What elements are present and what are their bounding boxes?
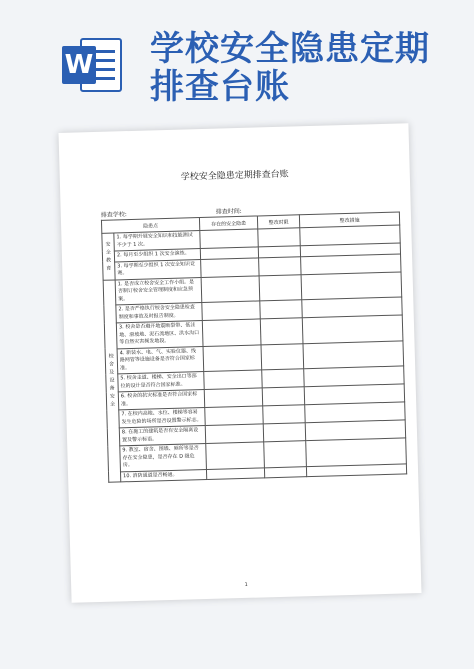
- column-header: 隐患点: [101, 218, 199, 234]
- empty-entry-cell[interactable]: [303, 340, 404, 368]
- empty-entry-cell[interactable]: [201, 275, 260, 302]
- empty-entry-cell[interactable]: [262, 387, 304, 406]
- empty-entry-cell[interactable]: [206, 442, 265, 469]
- time-label: 排查时间:: [215, 207, 242, 216]
- word-document-icon: [62, 34, 124, 96]
- empty-entry-cell[interactable]: [206, 467, 264, 479]
- school-label: 排查学校:: [100, 211, 127, 219]
- empty-entry-cell[interactable]: [204, 370, 262, 390]
- hazard-item-cell: 3. 校舍是否避开地震断裂带、低洼地、滑坡地、泥石流地区、洪水沟口等自然灾害频发地段。: [116, 321, 203, 349]
- empty-entry-cell[interactable]: [301, 271, 402, 299]
- empty-entry-cell[interactable]: [264, 441, 307, 468]
- empty-entry-cell[interactable]: [302, 315, 403, 343]
- empty-entry-cell[interactable]: [259, 274, 302, 301]
- column-header: 整改时限: [257, 215, 299, 229]
- empty-entry-cell[interactable]: [204, 388, 262, 408]
- hazard-item-cell: 2. 是否严格执行校舍安全隐患检查制度和事故及时报告制度。: [116, 303, 202, 323]
- hazard-item-cell: 3. 每学期至少组织 1 次安全知识竞赛。: [115, 259, 201, 279]
- category-cell: 安 全 教 育: [102, 233, 115, 280]
- empty-entry-cell[interactable]: [203, 344, 262, 371]
- empty-entry-cell[interactable]: [261, 343, 304, 370]
- empty-entry-cell[interactable]: [263, 423, 305, 442]
- banner-title-line1: 学校安全隐患定期: [150, 29, 430, 69]
- empty-entry-cell[interactable]: [202, 319, 261, 346]
- page-number: 1: [244, 581, 248, 588]
- document-page: [59, 123, 422, 603]
- banner-title-line2: 排查台账: [150, 67, 290, 107]
- hazard-item-cell: 1. 是否成立校舍安全工作小组。是否制订校舍安全管理制度和应急预案。: [115, 277, 202, 305]
- empty-entry-cell[interactable]: [202, 301, 260, 321]
- hazard-item-cell: 4. 新装水、电、气、实验仪器、线路网管等设施设备是否符合国家标准。: [117, 346, 204, 374]
- empty-entry-cell[interactable]: [260, 300, 302, 319]
- hazard-item-cell: 7. 在校内高地、水位、楼梯等容易发生危险的场所是否设置警示标志。: [119, 408, 205, 428]
- hazard-item-cell: 5. 校舍走道、楼梯、安全出口等部位的设计是否符合国家标准。: [118, 372, 204, 392]
- column-header: 存在的安全隐患: [199, 216, 257, 231]
- empty-entry-cell[interactable]: [201, 257, 259, 277]
- hazard-item-cell: 6. 校舍的抗灾标准是否符合国家标准。: [118, 390, 204, 410]
- hazard-item-cell: 2. 每月至少组织 1 次安全演练。: [114, 249, 200, 262]
- empty-entry-cell[interactable]: [306, 463, 406, 476]
- category-cell: 校 舍 及 设 备 安 全: [103, 279, 121, 482]
- hazard-item-cell: 9. 教室、宿舍、围墙、厕所等是否存在安全隐患，是否存在 D 级危房。: [120, 443, 207, 471]
- inspection-table: [101, 211, 407, 482]
- document-title: 学校安全隐患定期排查台账: [180, 169, 289, 183]
- empty-entry-cell[interactable]: [260, 318, 303, 345]
- empty-entry-cell[interactable]: [205, 424, 263, 444]
- empty-entry-cell[interactable]: [264, 466, 306, 478]
- hazard-item-cell: 10. 消防通道是否畅通。: [120, 469, 206, 482]
- empty-entry-cell[interactable]: [262, 369, 304, 388]
- hazard-item-cell: 8. 在施工的建筑是否有安全隔离设置及警示标语。: [119, 425, 205, 445]
- empty-entry-cell[interactable]: [306, 438, 407, 466]
- empty-entry-cell[interactable]: [259, 256, 301, 275]
- empty-entry-cell[interactable]: [205, 406, 263, 426]
- hazard-item-cell: 1. 每学期开展安全知识和技能测试不少于 1 次。: [114, 231, 200, 251]
- word-badge: W: [62, 46, 96, 84]
- column-header: 整改措施: [299, 212, 399, 228]
- empty-entry-cell[interactable]: [200, 229, 258, 249]
- empty-entry-cell[interactable]: [258, 228, 300, 247]
- empty-entry-cell[interactable]: [263, 405, 305, 424]
- header: [0, 0, 474, 112]
